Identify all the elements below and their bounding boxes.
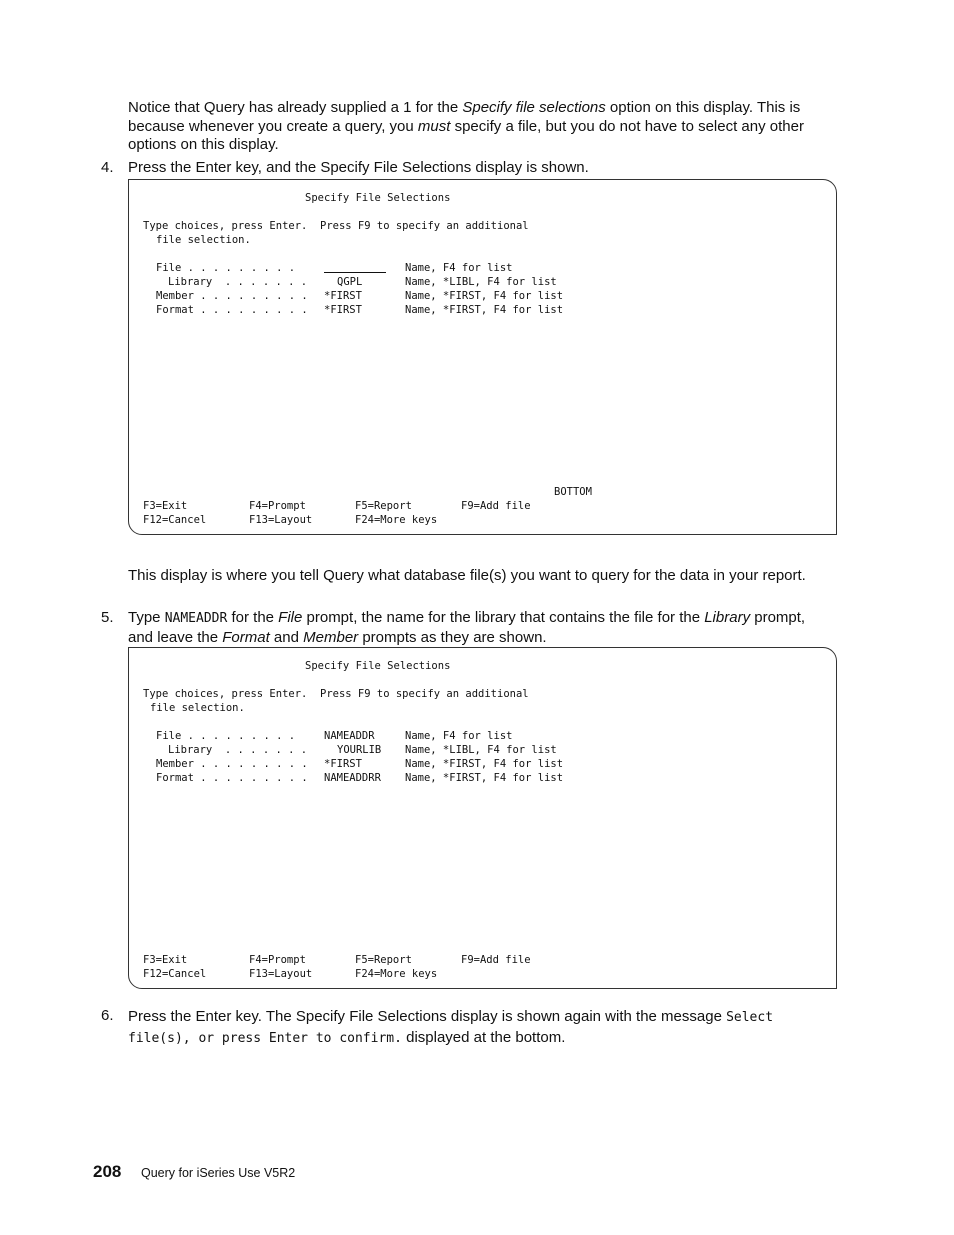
screen2-format-input[interactable]: NAMEADDRR [324,772,381,784]
step-4-text: Press the Enter key, and the Specify File Selections display is shown. [128,159,589,176]
screen1-member-input[interactable]: *FIRST [324,290,362,302]
screen2-format-hint: Name, *FIRST, F4 for list [405,772,564,784]
step-5-em-member: Member [303,628,359,646]
screen2-fkey-cancel[interactable]: F12=Cancel [143,968,207,980]
screen2-file-hint: Name, F4 for list [405,730,513,742]
paragraph-database-files: This display is where you tell Query what database file(s) you want to query for the data in your report. [128,567,806,584]
screen1-library-label: Library . . . . . . . [168,276,308,288]
screen2-format-label: Format . . . . . . . . . [156,772,308,784]
screen2-instruction-line2: file selection. [150,702,245,714]
screen-specify-file-selections-1 [128,179,837,535]
screen1-format-input[interactable]: *FIRST [324,304,362,316]
screen2-member-input[interactable]: *FIRST [324,758,362,770]
screen2-instruction-line1: Type choices, press Enter. Press F9 to specify an additional [143,688,529,700]
screen1-file-hint: Name, F4 for list [405,262,513,274]
screen1-library-hint: Name, *LIBL, F4 for list [405,276,557,288]
screen2-fkey-layout[interactable]: F13=Layout [249,968,313,980]
screen2-title: Specify File Selections [305,660,451,672]
screen1-fkey-prompt[interactable]: F4=Prompt [249,500,306,512]
screen2-member-label: Member . . . . . . . . . [156,758,308,770]
screen1-bottom-indicator: BOTTOM [554,486,592,498]
screen1-fkey-add-file[interactable]: F9=Add file [461,500,531,512]
screen2-fkey-prompt[interactable]: F4=Prompt [249,954,306,966]
screen1-instruction-line2: file selection. [156,234,251,246]
screen2-file-input[interactable]: NAMEADDR [324,730,375,742]
step-5-number: 5. [101,609,114,626]
intro-emphasis-must: must [417,117,451,135]
screen1-file-label: File . . . . . . . . . [156,262,296,274]
intro-emphasis-option: Specify file selections [462,99,606,116]
screen2-library-hint: Name, *LIBL, F4 for list [405,744,557,756]
step-6-code-message: Select file(s), or press Enter to confirm. [128,1010,774,1046]
screen1-fkey-exit[interactable]: F3=Exit [143,500,188,512]
screen2-fkey-report[interactable]: F5=Report [355,954,412,966]
screen2-fkey-add-file[interactable]: F9=Add file [461,954,531,966]
screen1-format-hint: Name, *FIRST, F4 for list [405,304,564,316]
screen1-fkey-cancel[interactable]: F12=Cancel [143,514,207,526]
intro-paragraph: Notice that Query has already supplied a 1 for the Specify file selections option on this display. This is because whenever you create a query, you must specify a file, but you do not have to select any other options on this display. [128,99,804,153]
step-6-text: Press the Enter key. The Specify File Selections display is shown again with the message Select file(s), or press Enter to confirm. displayed at the bottom. [128,1008,774,1046]
screen1-member-label: Member . . . . . . . . . [156,290,308,302]
step-5-em-file: File [278,609,303,626]
screen1-instruction-line1: Type choices, press Enter. Press F9 to specify an additional [143,220,529,232]
step-6-number: 6. [101,1007,114,1024]
screen2-fkey-more-keys[interactable]: F24=More keys [355,968,438,980]
screen1-fkey-layout[interactable]: F13=Layout [249,514,313,526]
screen1-file-input-underline [324,261,386,273]
screen1-format-label: Format . . . . . . . . . [156,304,308,316]
screen2-fkey-exit[interactable]: F3=Exit [143,954,188,966]
screen2-library-label: Library . . . . . . . [168,744,308,756]
screen1-title: Specify File Selections [305,192,451,204]
screen2-library-input[interactable]: YOURLIB [337,744,382,756]
screen2-member-hint: Name, *FIRST, F4 for list [405,758,564,770]
page-number: 208 [93,1162,122,1181]
screen2-file-label: File . . . . . . . . . [156,730,296,742]
book-title: Query for iSeries Use V5R2 [141,1166,296,1180]
screen1-fkey-more-keys[interactable]: F24=More keys [355,514,438,526]
screen1-file-input[interactable] [324,261,386,275]
step-4-number: 4. [101,159,114,176]
step-5-em-format: Format [222,628,270,646]
step-5-code-nameaddr: NAMEADDR [164,611,228,626]
screen1-fkey-report[interactable]: F5=Report [355,500,412,512]
screen1-member-hint: Name, *FIRST, F4 for list [405,290,564,302]
screen-specify-file-selections-2 [128,647,837,989]
step-5-text: Type NAMEADDR for the File prompt, the name for the library that contains the file for the Library prompt, and leave the Format and Member prompts as they are shown. [128,609,806,646]
screen1-library-input[interactable]: QGPL [337,276,363,288]
step-5-em-library: Library [704,609,751,626]
